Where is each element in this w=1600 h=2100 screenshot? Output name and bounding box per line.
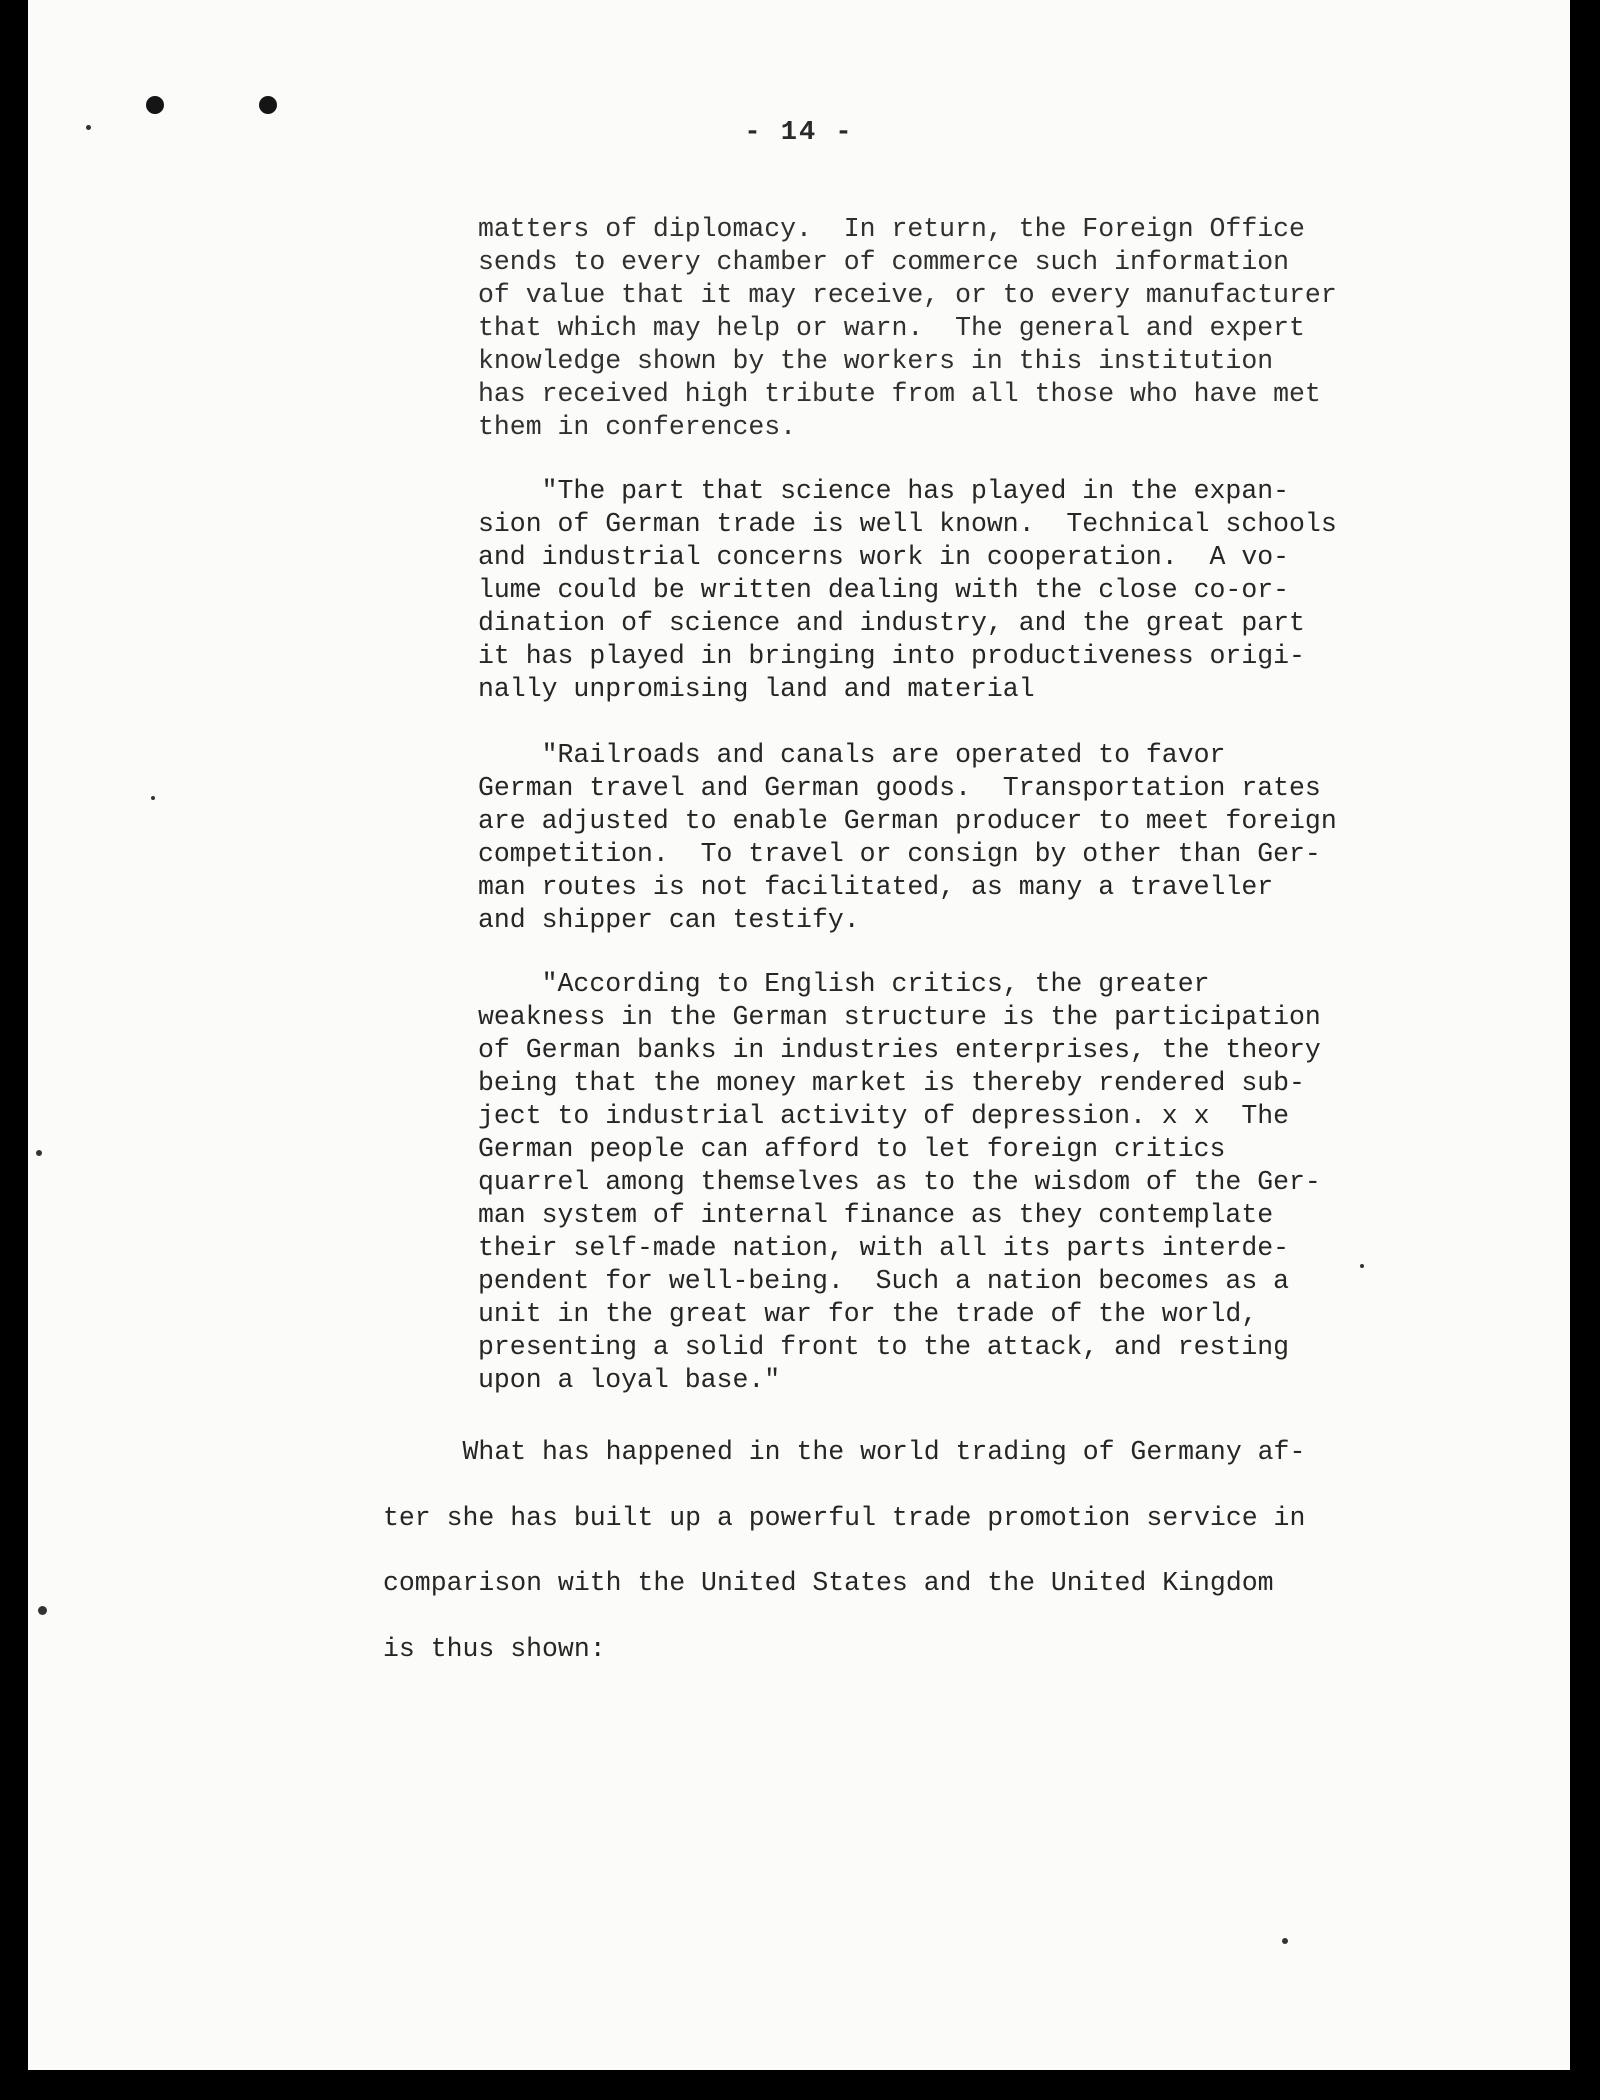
scan-speck — [151, 796, 155, 800]
scan-speck — [1282, 1938, 1288, 1944]
punch-hole-right — [259, 96, 277, 114]
punch-hole-left — [146, 96, 164, 114]
quote-paragraph-english-critics: "According to English critics, the greater weakness in the German structure is the participation of German banks in industries enterprises, the theory being that the money market is thereby rendered sub- ject to industrial activity of depression. x x The German people can afford to let foreign critics quarrel among themselves as to the wisdom of the Ger- man system of internal finance as they contemplate their self-made nation, with all its parts interde- pendent for well-being. Such a nation becomes as a unit in the great war for the trade of the world, presenting a solid front to the attack, and resting upon a loyal base." — [478, 969, 1321, 1395]
scan-speck — [38, 1606, 47, 1615]
body-paragraph-world-trading: What has happened in the world trading of Germany af- ter she has built up a powerful trade promotion service in comparison with the United States and the United Kingdom is thus shown: — [383, 1437, 1306, 1664]
quote-paragraph-science: "The part that science has played in the expan- sion of German trade is well known. Technical schools and industrial concerns work in cooperation. A vo- lume could be written dealing with the close co-or- dination of science and industry, and the great part it has played in bringing into productiveness origi- nally unpromising land and material — [478, 476, 1337, 704]
document-page — [28, 0, 1570, 2070]
quote-paragraph-railroads: "Railroads and canals are operated to favor German travel and German goods. Transportation rates are adjusted to enable German producer to meet foreign competition. To travel or consign by other than Ger- man routes is not facilitated, as many a traveller and shipper can testify. — [478, 740, 1337, 935]
scan-speck — [36, 1150, 42, 1156]
quote-paragraph-foreign-office: matters of diplomacy. In return, the Foreign Office sends to every chamber of commerce such information of value that it may receive, or to every manufacturer that which may help or warn. The general and expert knowledge shown by the workers in this institution has received high tribute from all those who have met them in conferences. — [478, 214, 1337, 442]
page-number: - 14 - — [744, 118, 854, 148]
